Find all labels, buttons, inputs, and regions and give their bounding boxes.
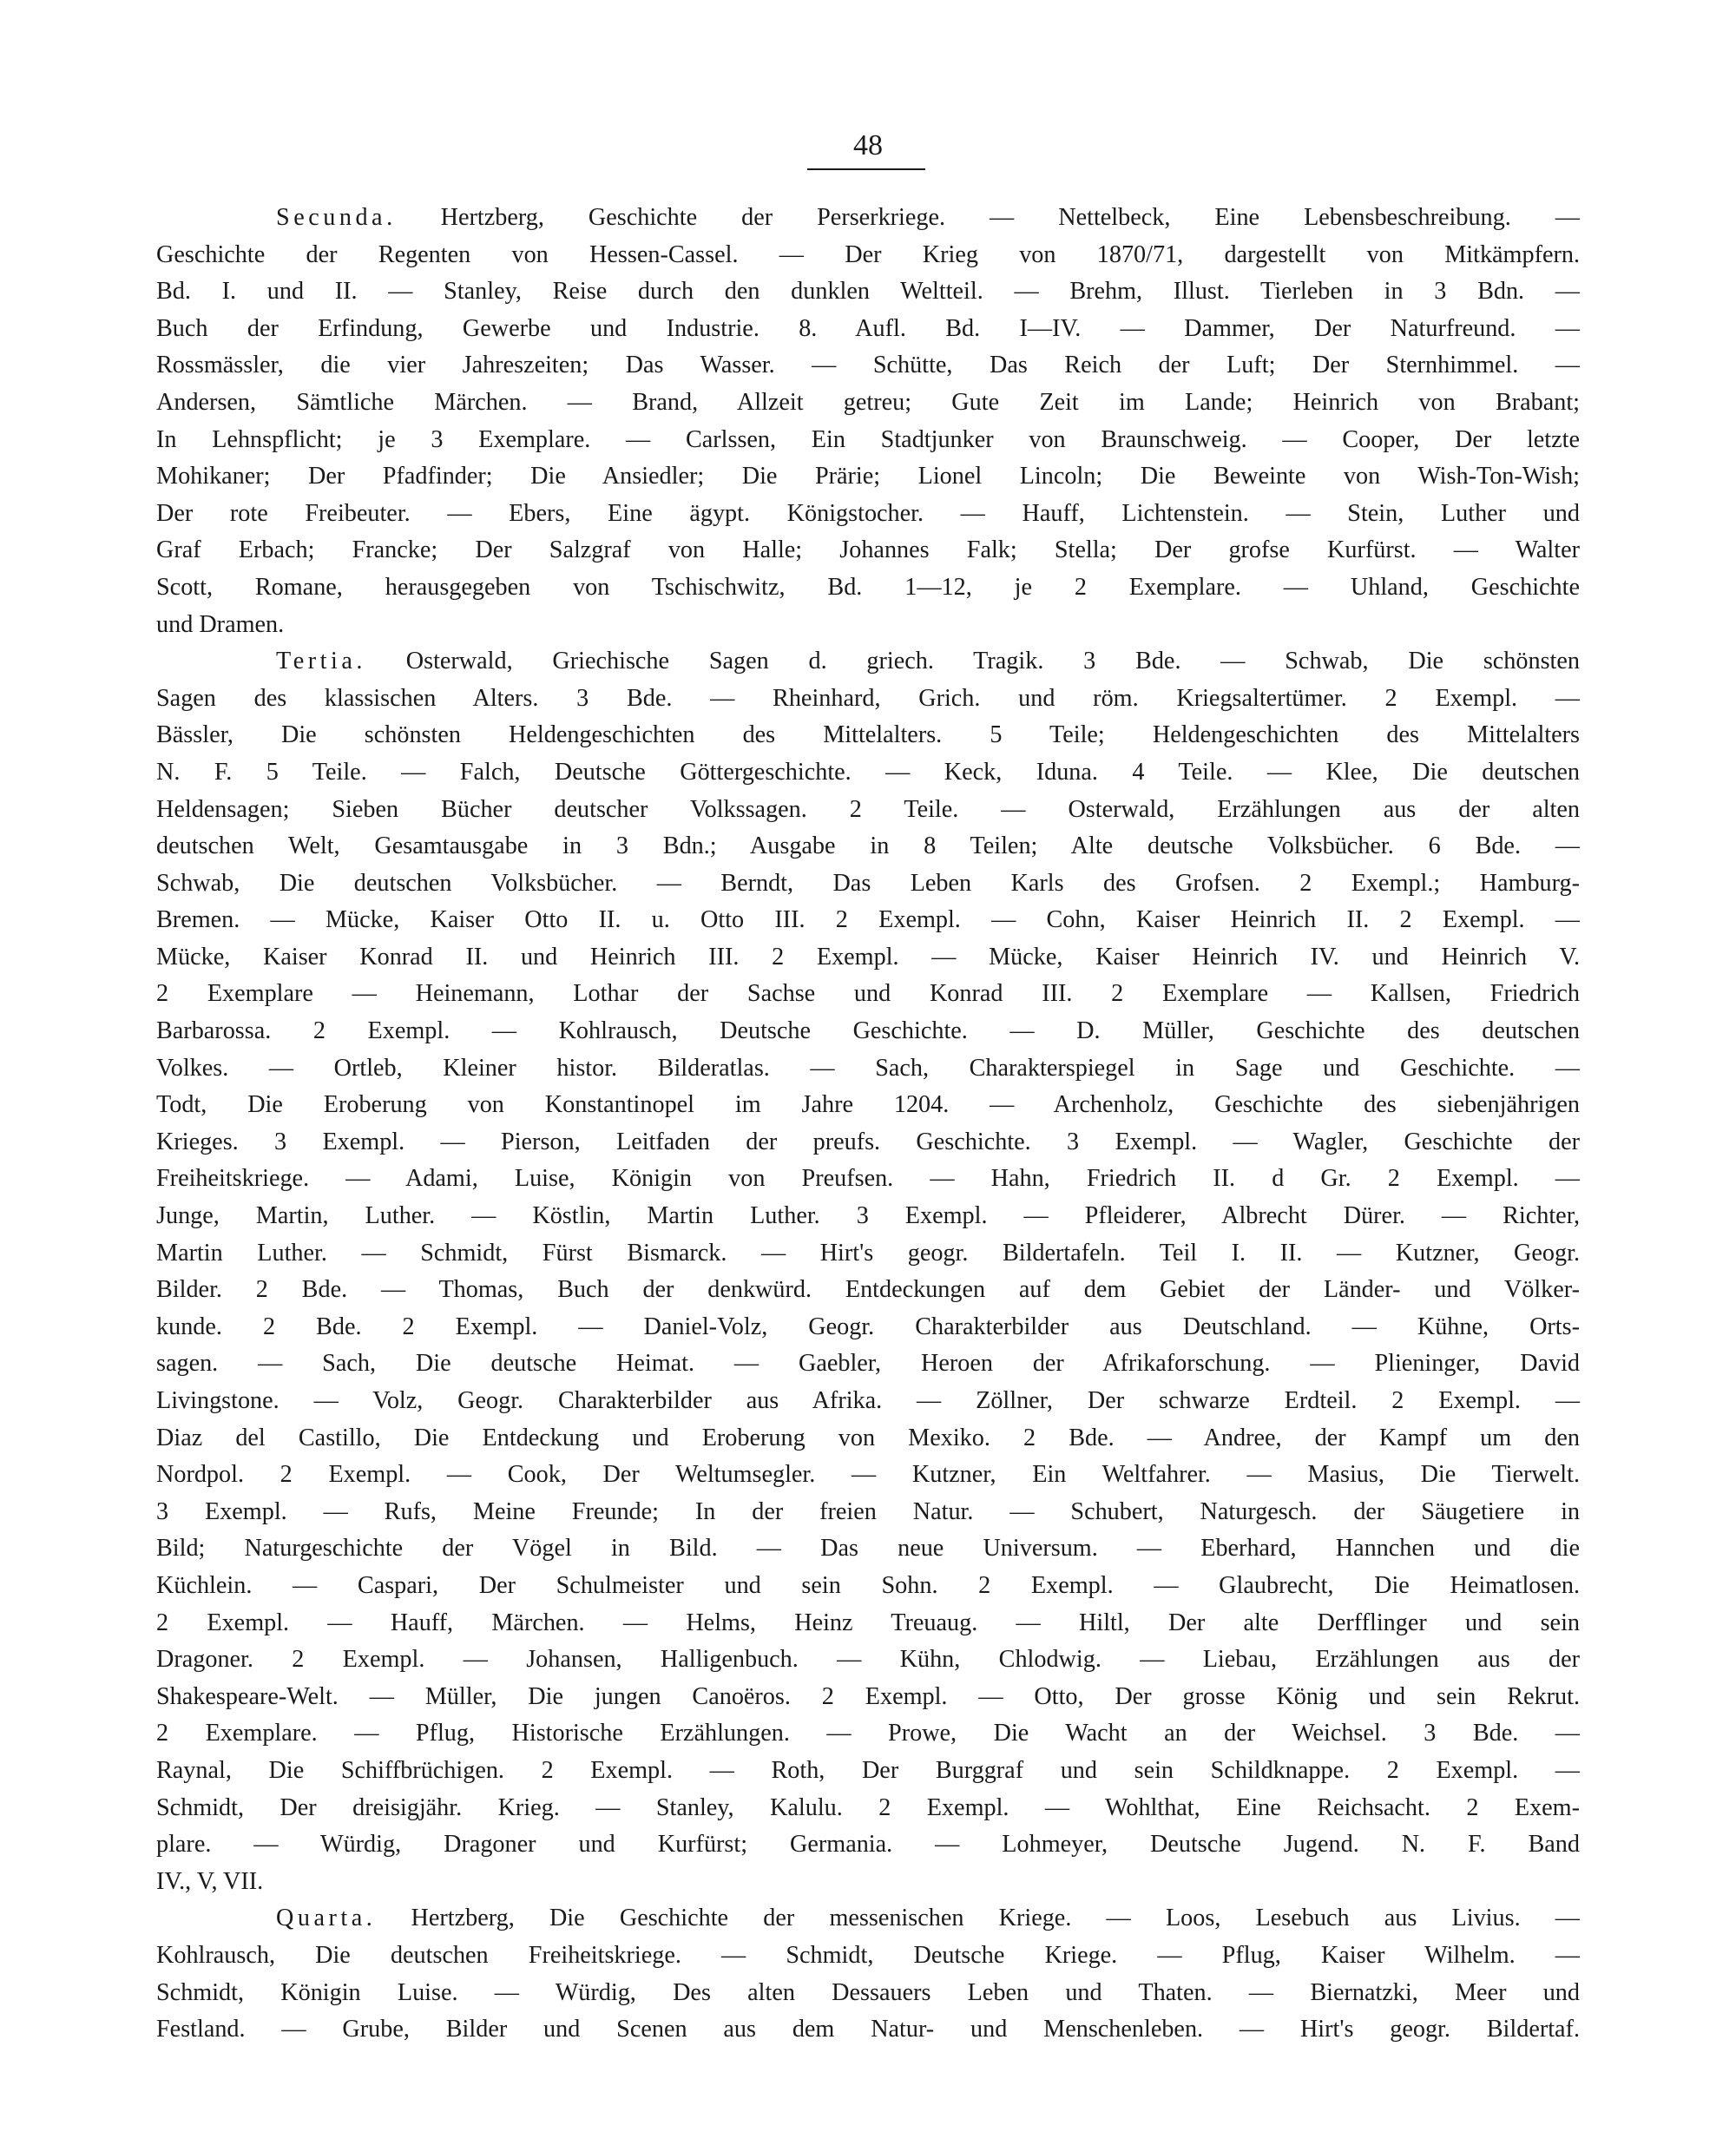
text-line: Andersen, Sämtliche Märchen. — Brand, Allzeit getreu; Gute Zeit im Lande; Heinrich von Brabant;	[156, 388, 1580, 416]
text-line: Scott, Romane, herausgegeben von Tschischwitz, Bd. 1—12, je 2 Exemplare. — Uhland, Geschichte	[156, 573, 1580, 601]
text-line: plare. — Würdig, Dragoner und Kurfürst; Germania. — Lohmeyer, Deutsche Jugend. N. F. Band	[156, 1831, 1580, 1859]
text-line: Heldensagen; Sieben Bücher deutscher Volkssagen. 2 Teile. — Osterwald, Erzählungen aus der alten	[156, 795, 1580, 823]
section-label-secunda: Secunda.	[276, 204, 397, 231]
text-line: Mücke, Kaiser Konrad II. und Heinrich III. 2 Exempl. — Mücke, Kaiser Heinrich IV. und Heinrich V.	[156, 943, 1580, 971]
section-secunda-line-1: Secunda. Hertzberg, Geschichte der Perserkriege. — Nettelbeck, Eine Lebensbeschreibung. —	[276, 204, 1580, 231]
text-line: IV., V, VII.	[156, 1867, 264, 1895]
text-line: Graf Erbach; Francke; Der Salzgraf von Halle; Johannes Falk; Stella; Der grofse Kurfürst. — Walter	[156, 536, 1580, 564]
text-line: 2 Exemplare — Heinemann, Lothar der Sachse und Konrad III. 2 Exemplare — Kallsen, Friedrich	[156, 980, 1580, 1008]
text-line: Barbarossa. 2 Exempl. — Kohlrausch, Deutsche Geschichte. — D. Müller, Geschichte des deutschen	[156, 1017, 1580, 1045]
text-line: Martin Luther. — Schmidt, Fürst Bismarck. — Hirt's geogr. Bildertafeln. Teil I. II. — Kutzner, Geogr.	[156, 1239, 1580, 1267]
text-line: In Lehnspflicht; je 3 Exemplare. — Carlssen, Ein Stadtjunker von Braunschweig. — Cooper, Der letzte	[156, 425, 1580, 453]
text-line: Der rote Freibeuter. — Ebers, Eine ägypt. Königstocher. — Hauff, Lichtenstein. — Stein, Luther und	[156, 499, 1580, 527]
text-line: Schmidt, Der dreisigjähr. Krieg. — Stanley, Kalulu. 2 Exempl. — Wohlthat, Eine Reichsacht. 2 Exem-	[156, 1793, 1580, 1821]
text-line: Nordpol. 2 Exempl. — Cook, Der Weltumsegler. — Kutzner, Ein Weltfahrer. — Masius, Die Tierwelt.	[156, 1461, 1580, 1489]
text-line: Junge, Martin, Luther. — Köstlin, Martin Luther. 3 Exempl. — Pfleiderer, Albrecht Dürer. — Richter,	[156, 1202, 1580, 1230]
text-line: und Dramen.	[156, 610, 285, 638]
text-line: Schmidt, Königin Luise. — Würdig, Des alten Dessauers Leben und Thaten. — Biernatzki, Meer und	[156, 1978, 1580, 2006]
text-line: sagen. — Sach, Die deutsche Heimat. — Gaebler, Heroen der Afrikaforschung. — Plieninger, David	[156, 1350, 1580, 1378]
text-line: Schwab, Die deutschen Volksbücher. — Berndt, Das Leben Karls des Grofsen. 2 Exempl.; Hamburg-	[156, 869, 1580, 897]
text-line: Diaz del Castillo, Die Entdeckung und Eroberung von Mexiko. 2 Bde. — Andree, der Kampf um den	[156, 1424, 1580, 1451]
text-line: kunde. 2 Bde. 2 Exempl. — Daniel-Volz, Geogr. Charakterbilder aus Deutschland. — Kühne, Orts-	[156, 1313, 1580, 1340]
text-line: Festland. — Grube, Bilder und Scenen aus dem Natur- und Menschenleben. — Hirt's geogr. Bildertaf.	[156, 2016, 1580, 2043]
section-label-tertia: Tertia.	[276, 648, 366, 675]
text-line: Livingstone. — Volz, Geogr. Charakterbilder aus Afrika. — Zöllner, Der schwarze Erdteil. 2 Exempl. —	[156, 1387, 1580, 1414]
text-line: Shakespeare-Welt. — Müller, Die jungen Canoëros. 2 Exempl. — Otto, Der grosse König und sein Rekrut.	[156, 1682, 1580, 1710]
text-line: Todt, Die Eroberung von Konstantinopel im Jahre 1204. — Archenholz, Geschichte des siebenjährigen	[156, 1091, 1580, 1119]
text-line: Sagen des klassischen Alters. 3 Bde. — Rheinhard, Grich. und röm. Kriegsaltertümer. 2 Exempl. —	[156, 684, 1580, 712]
text-line: Bässler, Die schönsten Heldengeschichten des Mittelalters. 5 Teile; Heldengeschichten des Mittelalters	[156, 721, 1580, 749]
section-tertia-line-1: Tertia. Osterwald, Griechische Sagen d. griech. Tragik. 3 Bde. — Schwab, Die schönsten	[276, 648, 1580, 675]
text-line: Kohlrausch, Die deutschen Freiheitskriege. — Schmidt, Deutsche Kriege. — Pflug, Kaiser Wilhelm. —	[156, 1941, 1580, 1969]
section-label-quarta: Quarta.	[276, 1905, 377, 1932]
text-line: Rossmässler, die vier Jahreszeiten; Das Wasser. — Schütte, Das Reich der Luft; Der Sternhimmel. —	[156, 352, 1580, 379]
text-line: 2 Exempl. — Hauff, Märchen. — Helms, Heinz Treuaug. — Hiltl, Der alte Derfflinger und sein	[156, 1609, 1580, 1636]
text-line: Krieges. 3 Exempl. — Pierson, Leitfaden der preufs. Geschichte. 3 Exempl. — Wagler, Geschichte der	[156, 1128, 1580, 1155]
section-quarta-line-1: Quarta. Hertzberg, Die Geschichte der messenischen Kriege. — Loos, Lesebuch aus Livius. —	[276, 1905, 1580, 1932]
text-line: Mohikaner; Der Pfadfinder; Die Ansiedler; Die Prärie; Lionel Lincoln; Die Beweinte von Wish-Ton-Wish;	[156, 463, 1580, 490]
text-line: N. F. 5 Teile. — Falch, Deutsche Göttergeschichte. — Keck, Iduna. 4 Teile. — Klee, Die deutschen	[156, 758, 1580, 786]
text-line: Raynal, Die Schiffbrüchigen. 2 Exempl. — Roth, Der Burggraf und sein Schildknappe. 2 Exempl. —	[156, 1756, 1580, 1784]
text-line: Küchlein. — Caspari, Der Schulmeister und sein Sohn. 2 Exempl. — Glaubrecht, Die Heimatlosen.	[156, 1571, 1580, 1599]
text-line: deutschen Welt, Gesamtausgabe in 3 Bdn.; Ausgabe in 8 Teilen; Alte deutsche Volksbücher. 6 Bde. —	[156, 832, 1580, 860]
text-line: Bd. I. und II. — Stanley, Reise durch den dunklen Weltteil. — Brehm, Illust. Tierleben in 3 Bdn. —	[156, 278, 1580, 306]
text-line: Buch der Erfindung, Gewerbe und Industrie. 8. Aufl. Bd. I—IV. — Dammer, Der Naturfreund. —	[156, 314, 1580, 342]
book-list-text	[156, 200, 1580, 2049]
page-number: 48	[853, 129, 883, 161]
text-line: 3 Exempl. — Rufs, Meine Freunde; In der freien Natur. — Schubert, Naturgesch. der Säugetiere in	[156, 1497, 1580, 1525]
text-line: Volkes. — Ortleb, Kleiner histor. Bilderatlas. — Sach, Charakterspiegel in Sage und Geschichte. —	[156, 1054, 1580, 1082]
text-line: 2 Exemplare. — Pflug, Historische Erzählungen. — Prowe, Die Wacht an der Weichsel. 3 Bde. —	[156, 1720, 1580, 1747]
text-line: Freiheitskriege. — Adami, Luise, Königin von Preufsen. — Hahn, Friedrich II. d Gr. 2 Exempl. —	[156, 1165, 1580, 1193]
text-line: Geschichte der Regenten von Hessen-Cassel. — Der Krieg von 1870/71, dargestellt von Mitkämpfern.	[156, 240, 1580, 268]
page-number-rule	[807, 168, 925, 170]
text-line: Bremen. — Mücke, Kaiser Otto II. u. Otto III. 2 Exempl. — Cohn, Kaiser Heinrich II. 2 Exempl. —	[156, 906, 1580, 934]
text-line: Bilder. 2 Bde. — Thomas, Buch der denkwürd. Entdeckungen auf dem Gebiet der Länder- und Völker-	[156, 1276, 1580, 1304]
text-line: Dragoner. 2 Exempl. — Johansen, Halligenbuch. — Kühn, Chlodwig. — Liebau, Erzählungen aus der	[156, 1646, 1580, 1674]
text-line: Bild; Naturgeschichte der Vögel in Bild. — Das neue Universum. — Eberhard, Hannchen und die	[156, 1535, 1580, 1563]
